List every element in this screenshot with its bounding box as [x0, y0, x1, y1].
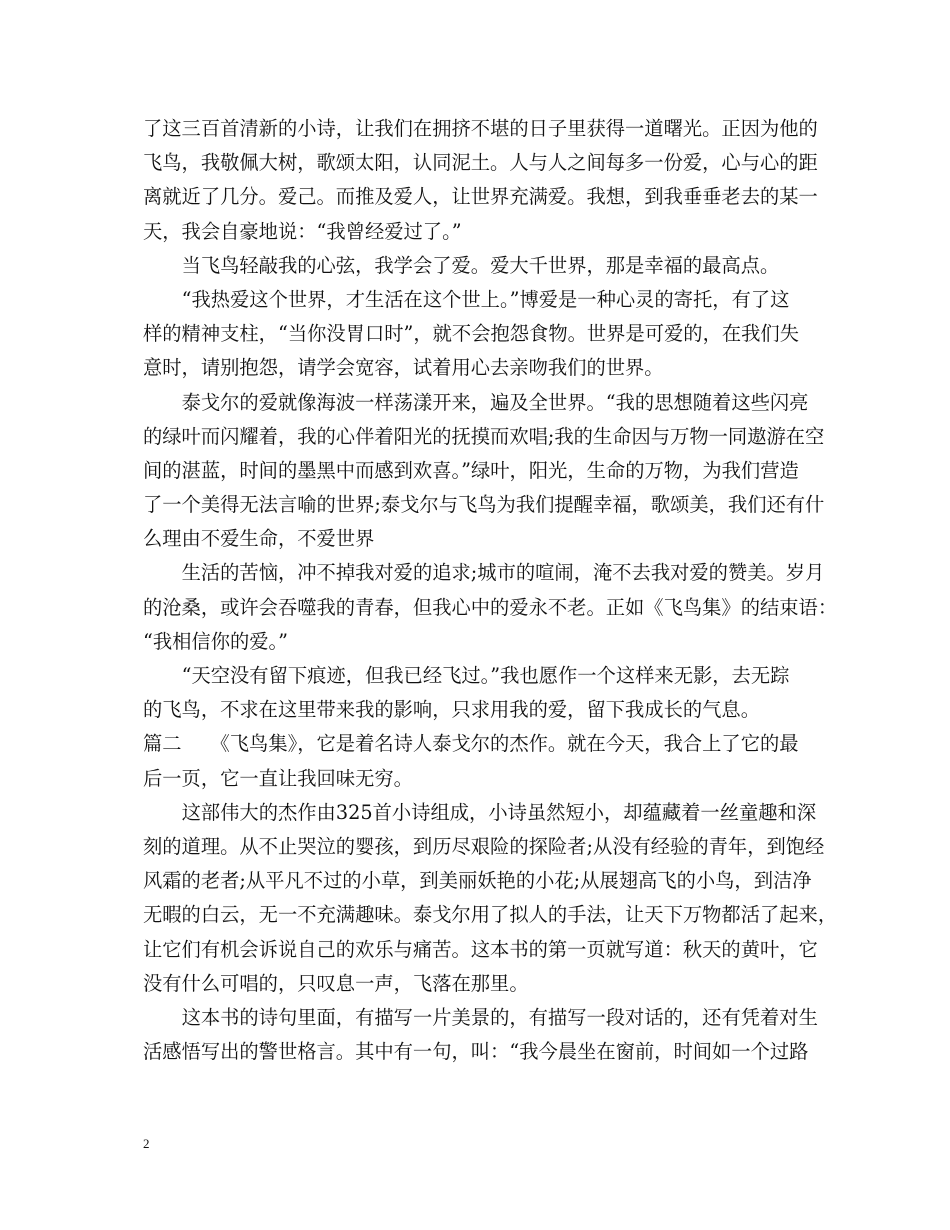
text-line: 这本书的诗句里面，有描写一片美景的，有描写一段对话的，还有凭着对生	[181, 1005, 818, 1029]
text-line: 泰戈尔的爱就像海波一样荡漾开来，遍及全世界。“我的思想随着这些闪亮	[181, 390, 809, 414]
body-text	[143, 112, 838, 1069]
text-line: “我相信你的爱。”	[143, 629, 289, 653]
text-line: 了一个美得无法言喻的世界;泰戈尔与飞鸟为我们提醒幸福，歌颂美，我们还有什	[143, 493, 825, 517]
text-line: 没有什么可唱的，只叹息一声，飞落在那里。	[143, 971, 529, 995]
text-line: 活感悟写出的警世格言。其中有一句，叫：“我今晨坐在窗前，时间如一个过路	[143, 1040, 809, 1064]
page-number: 2	[143, 1136, 150, 1151]
text-line: 么理由不爱生命，不爱世界	[143, 527, 375, 551]
text-line: “我热爱这个世界，才生活在这个世上。”博爱是一种心灵的寄托，有了这	[181, 287, 790, 311]
text-line: 天，我会自豪地说：“我曾经爱过了。”	[143, 219, 462, 243]
text-line: 的沧桑，或许会吞噬我的青春，但我心中的爱永不老。正如《飞鸟集》的结束语：	[143, 595, 838, 619]
text-line: 让它们有机会诉说自己的欢乐与痛苦。这本书的第一页就写道：秋天的黄叶，它	[143, 937, 818, 961]
text-line: 离就近了几分。爱己。而推及爱人，让世界充满爱。我想，到我垂垂老去的某一	[143, 185, 818, 209]
text-line: 飞鸟，我敬佩大树，歌颂太阳，认同泥土。人与人之间每多一份爱，心与心的距	[143, 151, 818, 175]
text-line: 刻的道理。从不止哭泣的婴孩，到历尽艰险的探险者;从没有经验的青年，到饱经	[143, 834, 825, 858]
text-line: 间的湛蓝，时间的墨黑中而感到欢喜。”绿叶，阳光，生命的万物，为我们营造	[143, 458, 799, 482]
text-line: 的飞鸟，不求在这里带来我的影响，只求用我的爱，留下我成长的气息。	[143, 698, 760, 722]
text-line: 生活的苦恼，冲不掉我对爱的追求;城市的喧闹，淹不去我对爱的赞美。岁月	[181, 561, 825, 585]
text-line: 了这三百首清新的小诗，让我们在拥挤不堪的日子里获得一道曙光。正因为他的	[143, 117, 818, 140]
text-line: “天空没有留下痕迹，但我已经飞过。”我也愿作一个这样来无影，去无踪	[181, 664, 790, 687]
text-line: 风霜的老者;从平凡不过的小草，到美丽妖艳的小花;从展翅高飞的小鸟，到洁净	[143, 869, 812, 893]
text-line: 当飞鸟轻敲我的心弦，我学会了爱。爱大千世界，那是幸福的最高点。	[181, 253, 780, 277]
text-line: 的绿叶而闪耀着，我的心伴着阳光的抚摸而欢唱;我的生命因与万物一同遨游在空	[143, 424, 825, 448]
text-line: 样的精神支柱，“当你没胃口时”，就不会抱怨食物。世界是可爱的，在我们失	[143, 322, 799, 346]
text-line: 这部伟大的杰作由325首小诗组成，小诗虽然短小，却蕴藏着一丝童趣和深	[181, 800, 817, 824]
text-line: 无暇的白云，无一不充满趣味。泰戈尔用了拟人的手法，让天下万物都活了起来，	[143, 903, 838, 927]
text-line: 意时，请别抱怨，请学会宽容，试着用心去亲吻我们的世界。	[143, 356, 664, 380]
text-line: 篇二 《飞鸟集》，它是着名诗人泰戈尔的杰作。就在今天，我合上了它的最	[143, 732, 799, 756]
text-line: 后一页，它一直让我回味无穷。	[143, 766, 413, 790]
